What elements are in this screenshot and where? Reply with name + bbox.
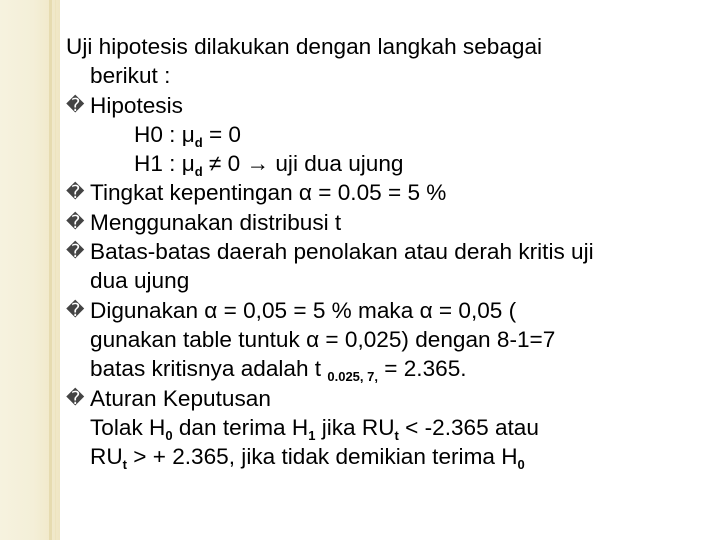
hipotesis-label: Hipotesis <box>90 92 183 118</box>
left-band-stripe <box>49 0 52 540</box>
aturan-l1-c: jika RU <box>315 414 395 440</box>
intro-line-2: berikut : <box>90 63 171 89</box>
rut-sub: t <box>394 427 399 443</box>
left-band-stripe-thin <box>55 0 56 540</box>
t-critical-subscript: 0.025, 7, <box>327 369 378 385</box>
h0-line <box>66 120 706 149</box>
batas-line-2: dua ujung <box>90 268 190 294</box>
bullet-digunakan <box>66 296 706 384</box>
h0-suffix: = 0 <box>202 121 242 147</box>
aturan-l1-b: dan terima H <box>172 414 309 440</box>
aturan-l1-a: Tolak H <box>90 414 166 440</box>
distribusi-text: Menggunakan distribusi t <box>90 209 342 235</box>
aturan-line-1 <box>90 413 706 442</box>
aturan-l2-b: > + 2.365, jika tidak demikian terima H <box>126 444 518 470</box>
bullet-icon: � <box>66 299 85 321</box>
aturan-label: Aturan Keputusan <box>90 385 271 411</box>
digunakan-line-3-suffix: = 2.365. <box>377 356 467 382</box>
digunakan-line-3-prefix: batas kritisnya adalah t <box>90 356 328 382</box>
h1-suffix: ≠ 0 → uji dua ujung <box>202 151 404 177</box>
h1-line <box>66 149 706 178</box>
aturan-line-2 <box>90 442 706 471</box>
digunakan-line-1: Digunakan α = 0,05 = 5 % maka α = 0,05 ( <box>90 297 517 323</box>
intro-paragraph <box>66 32 706 91</box>
h1-sub: 1 <box>308 427 316 443</box>
aturan-l2-a: RU <box>90 444 123 470</box>
slide-content <box>66 32 706 471</box>
bullet-batas <box>66 237 706 296</box>
batas-line-1: Batas-batas daerah penolakan atau derah kritis uji <box>90 239 594 265</box>
bullet-icon: � <box>66 94 85 116</box>
bullet-distribusi <box>66 208 706 237</box>
h0-sub: 0 <box>165 427 173 443</box>
rut-sub-2: t <box>122 457 127 473</box>
bullet-icon: � <box>66 182 85 204</box>
bullet-tingkat <box>66 178 706 207</box>
h0-subscript: d <box>194 134 203 150</box>
bullet-icon: � <box>66 387 85 409</box>
tingkat-text: Tingkat kepentingan α = 0.05 = 5 % <box>90 180 447 206</box>
digunakan-line-3 <box>90 354 706 383</box>
h0-prefix: H0 : μ <box>134 121 195 147</box>
intro-line-1: Uji hipotesis dilakukan dengan langkah sebagai <box>66 34 543 59</box>
bullet-aturan <box>66 384 706 472</box>
h0-sub-2: 0 <box>517 457 525 473</box>
digunakan-line-2: gunakan table tuntuk α = 0,025) dengan 8-1=7 <box>90 326 556 352</box>
bullet-icon: � <box>66 241 85 263</box>
aturan-l1-d: < -2.365 atau <box>398 414 539 440</box>
bullet-icon: � <box>66 211 85 233</box>
h1-subscript: d <box>194 164 203 180</box>
h1-prefix: H1 : μ <box>134 151 195 177</box>
bullet-hipotesis <box>66 91 706 120</box>
